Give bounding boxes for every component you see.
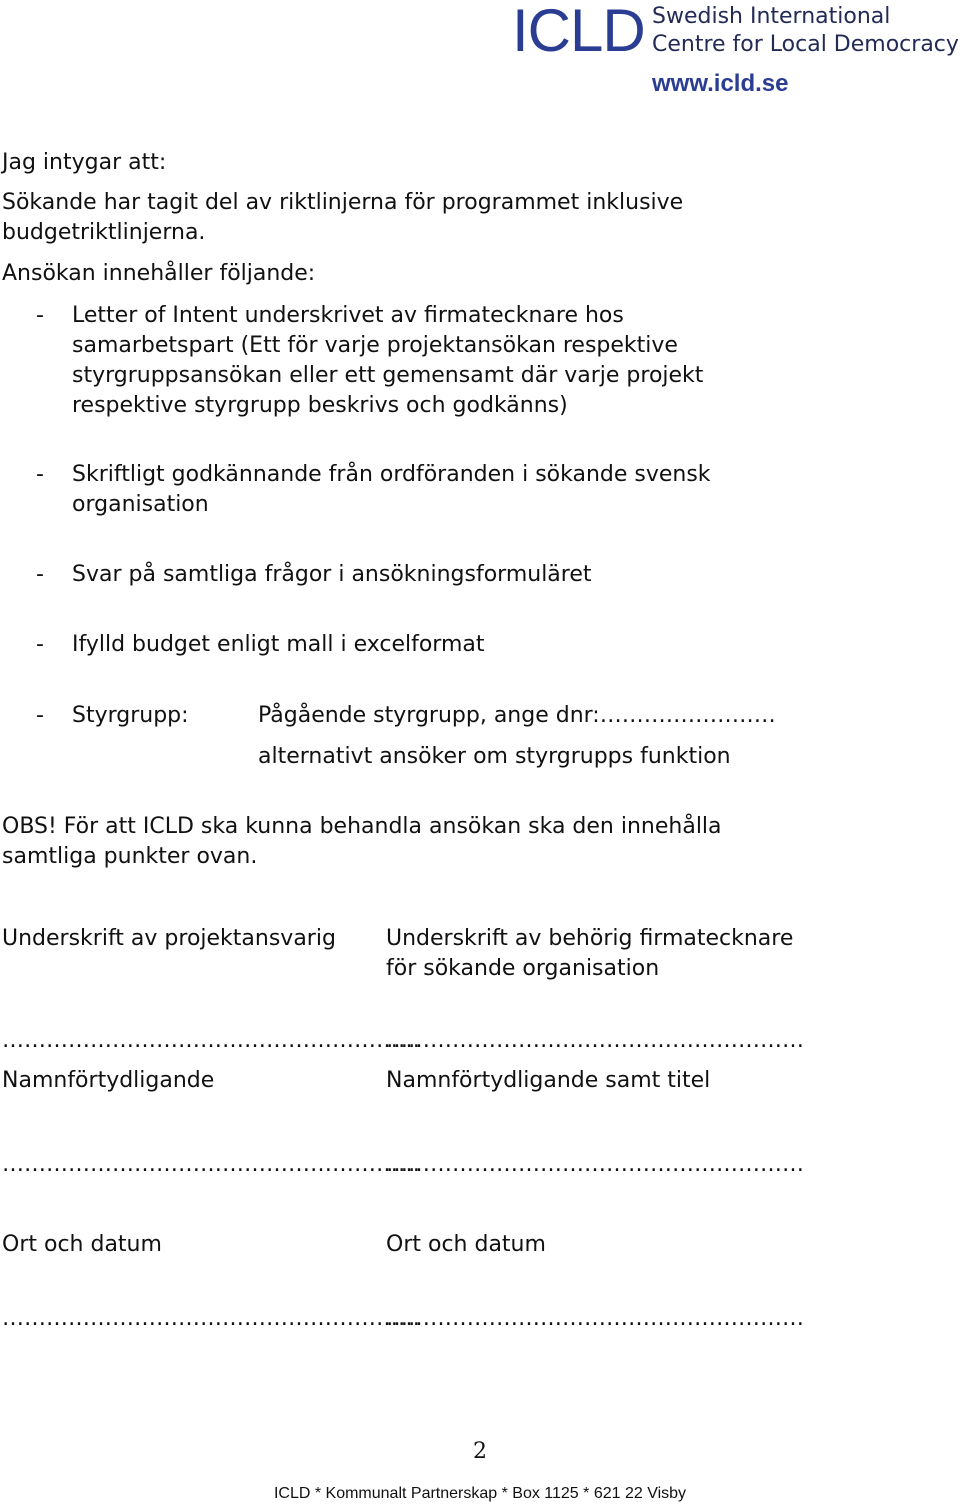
name-label-right: Namnförtydligande samt titel: [386, 1068, 711, 1093]
place-date-line-left[interactable]: …………………………………………………: [2, 1306, 420, 1331]
list-item-letter-of-intent: Letter of Intent underskrivet av firmatecknare hos samarbetspart (Ett för varje projektansökan respektive styrgruppsansökan eller ett gemensamt där varje projekt respektive styrgrupp beskrivs och godkänns): [72, 303, 704, 418]
footer-address: ICLD * Kommunalt Partnerskap * Box 1125 * 621 22 Visby: [273, 1485, 687, 1502]
signature-title-left: Underskrift av projektansvarig: [2, 926, 336, 951]
signature-title-right-line1: Underskrift av behörig firmatecknare: [386, 926, 794, 951]
certify-heading: Jag intygar att:: [2, 150, 167, 175]
list-item-written-approval: Skriftligt godkännande från ordföranden i sökande svensk organisation: [72, 462, 711, 517]
list-item-budget: Ifylld budget enligt mall i excelformat: [72, 632, 485, 657]
steering-label: Styrgrupp:: [72, 703, 189, 728]
place-date-line-right[interactable]: …………………………………………………: [386, 1306, 804, 1331]
list-item-dash: -: [36, 703, 44, 728]
org-name-line2: Centre for Local Democracy: [652, 32, 959, 57]
place-date-label-right: Ort och datum: [386, 1232, 546, 1257]
list-item-dash: -: [36, 562, 44, 587]
page-number: 2: [473, 1439, 487, 1464]
icld-logo: ICLD: [512, 0, 645, 64]
list-item-dash: -: [36, 462, 44, 487]
org-name-line1: Swedish International: [652, 4, 891, 29]
guidelines-text-line2: budgetriktlinjerna.: [2, 220, 206, 245]
obs-note-line1: OBS! För att ICLD ska kunna behandla ansökan ska den innehålla: [2, 814, 722, 839]
signature-title-right-line2: för sökande organisation: [386, 956, 660, 981]
name-line-right[interactable]: …………………………………………………: [386, 1152, 804, 1177]
list-item-dash: -: [36, 632, 44, 657]
website-link[interactable]: www.icld.se: [652, 70, 789, 97]
obs-note-line2: samtliga punkter ovan.: [2, 844, 258, 869]
place-date-label-left: Ort och datum: [2, 1232, 162, 1257]
signature-line-left[interactable]: …………………………………………………: [2, 1028, 420, 1053]
guidelines-text-line1: Sökande har tagit del av riktlinjerna för programmet inklusive: [2, 190, 684, 215]
signature-line-right[interactable]: …………………………………………………: [386, 1028, 804, 1053]
name-line-left[interactable]: …………………………………………………: [2, 1152, 420, 1177]
list-item-answers: Svar på samtliga frågor i ansökningsformuläret: [72, 562, 592, 587]
contains-heading: Ansökan innehåller följande:: [2, 261, 316, 286]
steering-alternative: alternativt ansöker om styrgrupps funktion: [258, 744, 731, 769]
list-item-dash: -: [36, 303, 44, 328]
name-label-left: Namnförtydligande: [2, 1068, 215, 1093]
steering-ongoing-field[interactable]: Pågående styrgrupp, ange dnr:……………………: [258, 703, 776, 728]
